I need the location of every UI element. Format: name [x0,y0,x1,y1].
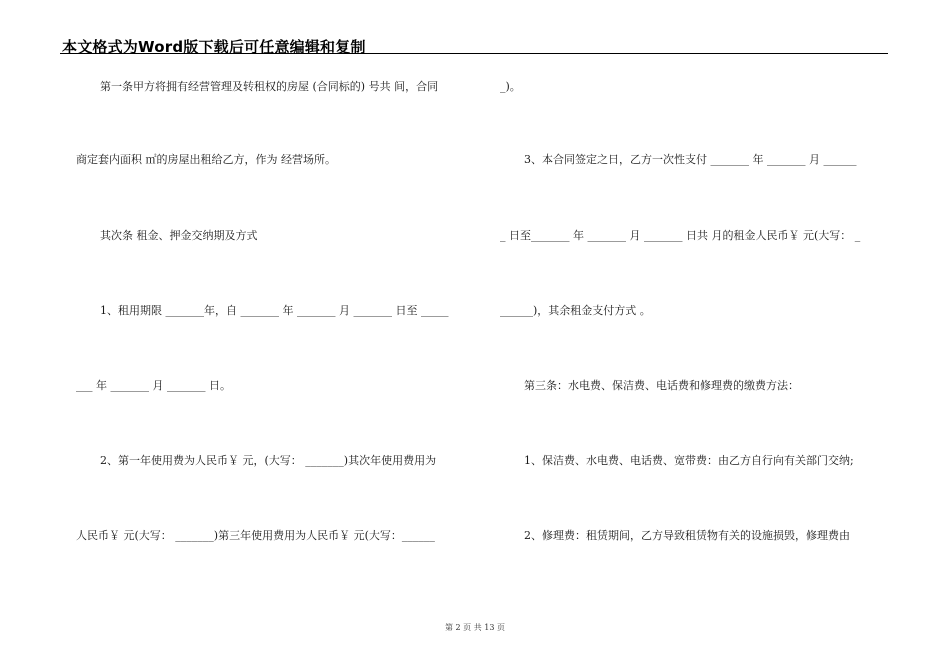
page-header-title: 本文格式为Word版下载后可任意编辑和复制 [62,38,366,56]
right-line-1: _)。 [500,80,521,93]
right-line-4: ______)，其余租金支付方式 。 [500,304,651,317]
right-line-3: _ 日至_______ 年 _______ 月 _______ 日共 月的租金人民币￥ 元(大写： _ [500,229,861,242]
left-line-7: 人民币￥ 元(大写： _______)第三年使用费用为人民币￥ 元(大写：______ [76,529,435,542]
right-line-5: 第三条：水电费、保洁费、电话费和修理费的缴费方法： [524,379,799,392]
right-line-2: 3、本合同签定之日，乙方一次性支付 _______ 年 _______ 月 ______ [524,153,857,166]
left-line-3: 其次条 租金、押金交纳期及方式 [100,229,258,242]
header-rule [60,53,888,54]
left-line-5: ___ 年 _______ 月 _______ 日。 [76,379,231,392]
right-line-6: 1、保洁费、水电费、电话费、宽带费：由乙方自行向有关部门交纳; [524,454,854,467]
page-indicator: 第 2 页 共 13 页 [445,623,505,632]
left-line-4: 1、租用期限 _______年，自 _______ 年 _______ 月 _______ 日至 _____ [100,304,449,317]
right-line-7: 2、修理费：租赁期间，乙方导致租赁物有关的设施损毁，修理费由 [524,529,850,542]
left-line-2: 商定套内面积 ㎡的房屋出租给乙方，作为 经营场所。 [76,153,336,166]
left-line-6: 2、第一年使用费为人民币￥ 元，(大写： _______)其次年使用费用为 [100,454,437,467]
left-line-1: 第一条甲方将拥有经营管理及转租权的房屋 (合同标的) 号共 间，合同 [100,80,439,93]
